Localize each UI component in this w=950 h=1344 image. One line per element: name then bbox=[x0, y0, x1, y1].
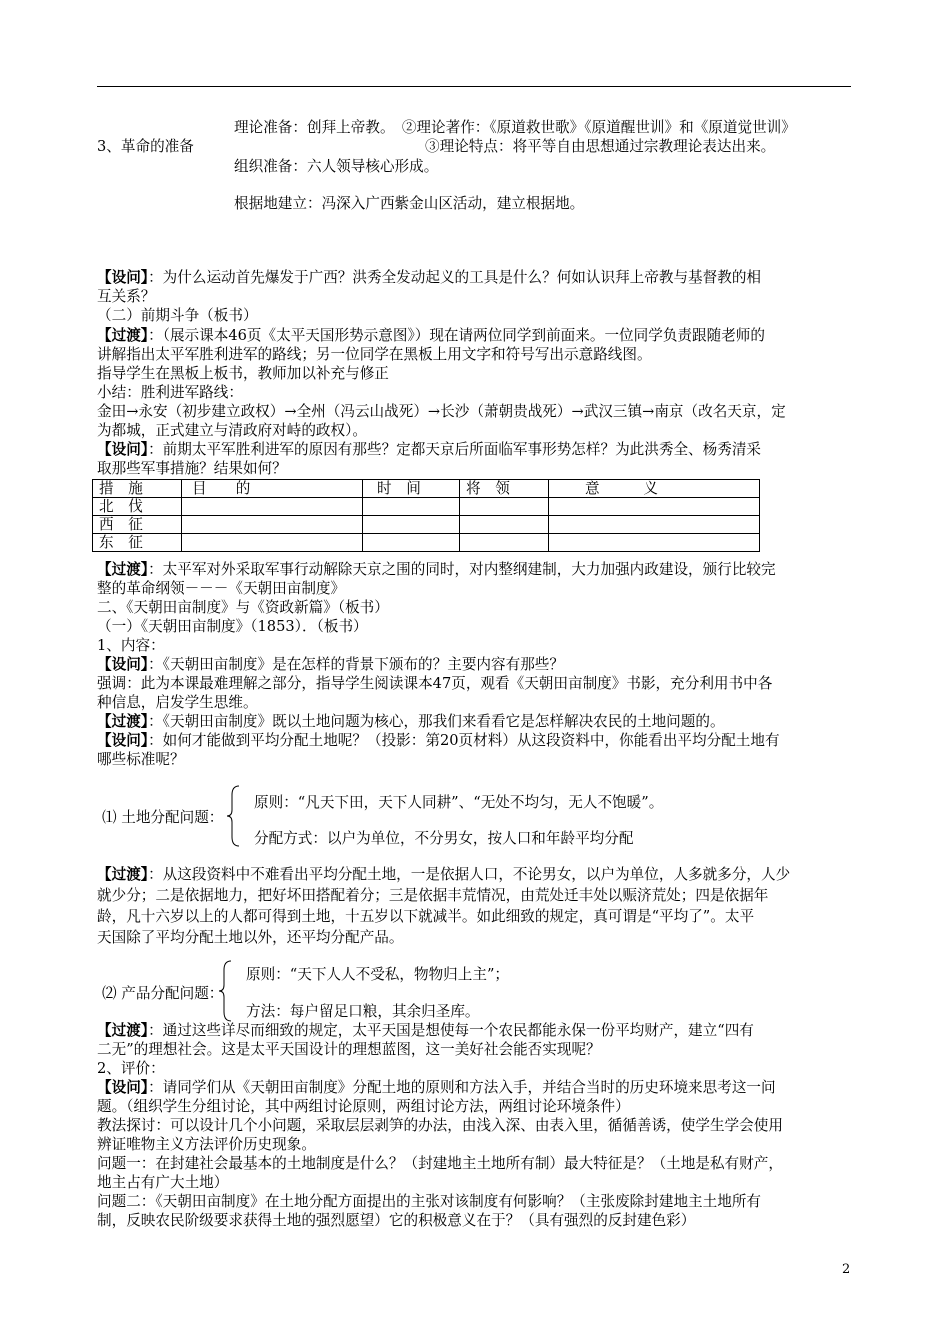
text: ：前期太平军胜利进军的原因有那些？定都天京后所面临军事形势怎样？为此洪秀全、杨秀清采 bbox=[148, 441, 762, 458]
table-cell bbox=[460, 534, 549, 552]
theory-feature: ③理论特点：将平等自由思想通过宗教理论表达出来。 bbox=[425, 138, 776, 155]
left-brace-icon bbox=[226, 785, 240, 847]
tag: 【过渡】 bbox=[97, 713, 149, 730]
header-cell: 将 领 bbox=[460, 480, 549, 498]
tag: 【过渡】 bbox=[97, 561, 149, 578]
text: ：从这段资料中不难看出平均分配土地，一是依据人口，不论男女，以户为单位，人多就多分，人少 bbox=[148, 866, 791, 883]
summary-line: 小结：胜利进军路线： bbox=[97, 384, 243, 401]
table-cell bbox=[182, 534, 363, 552]
header-cell: 措 施 bbox=[93, 480, 182, 498]
row-label: 东 征 bbox=[93, 534, 182, 552]
question-3 bbox=[97, 655, 564, 675]
content-heading: 1、内容： bbox=[97, 637, 165, 654]
table-row bbox=[93, 534, 760, 552]
question-4 bbox=[97, 731, 780, 751]
table-cell bbox=[182, 516, 363, 534]
table-cell bbox=[363, 534, 460, 552]
text: ：《天朝田亩制度》是在怎样的背景下颁布的？主要内容有那些？ bbox=[148, 656, 564, 673]
product-distribution-label: ⑵ 产品分配问题： bbox=[102, 985, 224, 1002]
evaluation-heading: 2、评价： bbox=[97, 1060, 165, 1077]
emphasis-line-cont: 种信息，启发学生思维。 bbox=[97, 694, 258, 711]
theory-prep: 理论准备：创拜上帝教。 ②理论著作：《原道救世歌》《原道醒世训》和《原道觉世训》 bbox=[234, 119, 796, 136]
header-rule bbox=[97, 86, 851, 87]
transition-5 bbox=[97, 1021, 754, 1041]
table-cell bbox=[460, 498, 549, 516]
row-label: 北 伐 bbox=[93, 498, 182, 516]
transition-5-cont: 二无”的理想社会。这是太平天国设计的理想蓝图，这一美好社会能否实现呢？ bbox=[97, 1041, 601, 1058]
military-measures-table bbox=[92, 479, 760, 552]
table-cell bbox=[460, 516, 549, 534]
text: ：如何才能做到平均分配土地呢？（投影：第20页材料）从这段资料中，你能看出平均分配土地有 bbox=[148, 732, 780, 749]
teaching-method-cont: 辨证唯物主义方法评价历史现象。 bbox=[97, 1136, 316, 1153]
question-2-cont: 取那些军事措施？结果如何？ bbox=[97, 460, 287, 477]
text: ：通过这些详尽而细致的规定，太平天国是想使每一个农民都能永保一份平均财产，建立“四有 bbox=[148, 1022, 754, 1039]
table-cell bbox=[549, 498, 760, 516]
transition-3 bbox=[97, 712, 725, 732]
guide-line: 指导学生在黑板上板书，教师加以补充与修正 bbox=[97, 365, 389, 382]
tag: 【设问】 bbox=[97, 732, 149, 749]
header-cell: 目 的 bbox=[182, 480, 363, 498]
question-5 bbox=[97, 1078, 776, 1098]
heading-section-2a: （一）《天朝田亩制度》（1853）．（板书） bbox=[97, 618, 368, 635]
route-line: 金田→永安（初步建立政权）→全州（冯云山战死）→长沙（萧朝贵战死）→武汉三镇→南京（改名天京，定 bbox=[97, 403, 786, 420]
text: ：请同学们从《天朝田亩制度》分配土地的原则和方法入手，并结合当时的历史环境来思考这一问 bbox=[148, 1079, 776, 1096]
header-cell: 时 间 bbox=[363, 480, 460, 498]
problem-2: 问题二：《天朝田亩制度》在土地分配方面提出的主张对该制度有何影响？（主张废除封建地主土地所有 bbox=[97, 1193, 762, 1210]
text: ：《天朝田亩制度》既以土地问题为核心，那我们来看看它是怎样解决农民的土地问题的。 bbox=[148, 713, 725, 730]
transition-4-cont: 就少分；二是依据地力，把好坏田搭配着分；三是依据丰荒情况，由荒处迁丰处以赈济荒处；四是依据年 bbox=[97, 887, 769, 904]
heading-early-struggle: （二）前期斗争（板书） bbox=[97, 307, 258, 324]
problem-1: 问题一：在封建社会最基本的土地制度是什么？（封建地主土地所有制）最大特征是？（土地是私有财产， bbox=[97, 1155, 783, 1172]
problem-2-cont: 制，反映农民阶级要求获得土地的强烈愿望）它的积极意义在于？（具有强烈的反封建色彩） bbox=[97, 1212, 696, 1229]
text: ：（展示课本46页《太平天国形势示意图》）现在请两位同学到前面来。一位同学负责跟随老师的 bbox=[148, 327, 765, 344]
heading-section-2: 二、《天朝田亩制度》与《资政新篇》（板书） bbox=[97, 599, 389, 616]
land-method: 分配方式：以户为单位，不分男女，按人口和年龄平均分配 bbox=[254, 830, 634, 847]
problem-1-cont: 地主占有广大土地） bbox=[97, 1174, 229, 1191]
question-4-cont: 哪些标准呢？ bbox=[97, 751, 185, 768]
product-principle: 原则：“天下人人不受私，物物归上主”； bbox=[246, 966, 510, 983]
question-1 bbox=[97, 268, 761, 288]
organization-prep: 组织准备：六人领导核心形成。 bbox=[234, 158, 439, 175]
tag: 【过渡】 bbox=[97, 327, 149, 344]
emphasis-line: 强调：此为本课最难理解之部分，指导学生阅读课本47页，观看《天朝田亩制度》书影，充分利用书中各 bbox=[97, 675, 773, 692]
table-cell bbox=[363, 498, 460, 516]
text: ：太平军对外采取军事行动解除天京之围的同时，对内整纲建制，大力加强内政建设，颁行比较完 bbox=[148, 561, 776, 578]
land-distribution-label: ⑴ 土地分配问题： bbox=[102, 809, 224, 826]
tag: 【过渡】 bbox=[97, 866, 149, 883]
product-method: 方法：每户留足口粮，其余归圣库。 bbox=[246, 1003, 480, 1020]
table-cell bbox=[549, 534, 760, 552]
header-cell: 意 义 bbox=[549, 480, 760, 498]
base-establish: 根据地建立：冯深入广西紫金山区活动，建立根据地。 bbox=[234, 195, 585, 212]
transition-4-cont: 龄，凡十六岁以上的人都可得到土地，十五岁以下就减半。如此细致的规定，真可谓是“平均了”。太平 bbox=[97, 908, 755, 925]
table-header-row bbox=[93, 480, 760, 498]
tag: 【设问】 bbox=[97, 656, 149, 673]
route-line-cont: 为都城，正式建立与清政府对峙的政权）。 bbox=[97, 422, 367, 439]
text: ：为什么运动首先爆发于广西？洪秀全发动起义的工具是什么？何如认识拜上帝教与基督教的相 bbox=[148, 269, 762, 286]
row-label: 西 征 bbox=[93, 516, 182, 534]
tag: 【设问】 bbox=[97, 269, 149, 286]
question-5-cont: 题。（组织学生分组讨论，其中两组讨论原则，两组讨论方法，两组讨论环境条件） bbox=[97, 1098, 630, 1115]
transition-4-cont: 天国除了平均分配土地以外，还平均分配产品。 bbox=[97, 929, 404, 946]
teaching-method: 教法探讨：可以设计几个小问题，采取层层剥笋的办法，由浅入深、由表入里，循循善诱，使学生学会使用 bbox=[97, 1117, 783, 1134]
transition-2-cont: 整的革命纲领－－－《天朝田亩制度》 bbox=[97, 580, 346, 597]
page-number: 2 bbox=[842, 1262, 851, 1277]
transition-1 bbox=[97, 326, 765, 346]
transition-1-cont: 讲解指出太平军胜利进军的路线；另一位同学在黑板上用文字和符号写出示意路线图。 bbox=[97, 346, 652, 363]
table-cell bbox=[363, 516, 460, 534]
land-principle: 原则：“凡天下田，天下人同耕”、“无处不均匀，无人不饱暖”。 bbox=[254, 794, 664, 811]
tag: 【过渡】 bbox=[97, 1022, 149, 1039]
tag: 【设问】 bbox=[97, 1079, 149, 1096]
question-1-cont: 互关系？ bbox=[97, 288, 156, 305]
tag: 【设问】 bbox=[97, 441, 149, 458]
table-cell bbox=[549, 516, 760, 534]
section-3-label: 3、革命的准备 bbox=[97, 138, 194, 155]
question-2 bbox=[97, 440, 761, 460]
transition-2 bbox=[97, 560, 776, 580]
table-row bbox=[93, 516, 760, 534]
transition-4 bbox=[97, 865, 790, 885]
table-cell bbox=[182, 498, 363, 516]
table-row bbox=[93, 498, 760, 516]
